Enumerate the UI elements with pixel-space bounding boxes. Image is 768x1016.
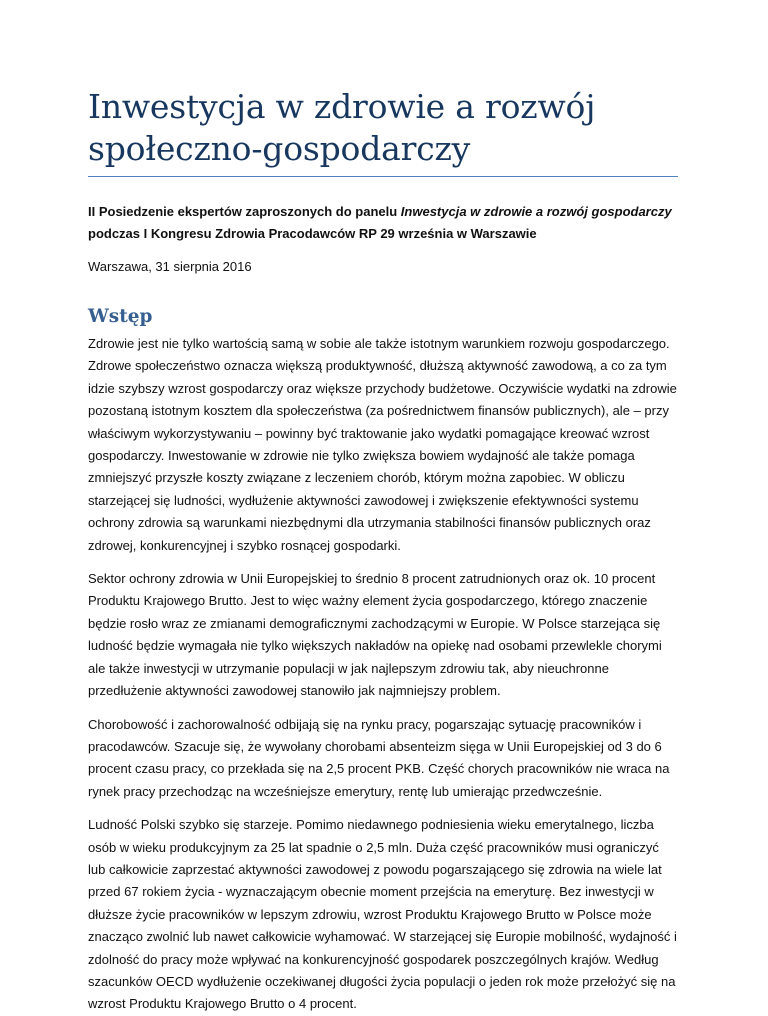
paragraph: Chorobowość i zachorowalność odbijają się na rynku pracy, pogarszając sytuację pracowników i pracodawców. Szacuje się, że wywołany chorobami absenteizm sięga w Unii Europejskiej od 3 do 6 procent czasu pracy, co przekłada się na 2,5 procent PKB. Część chorych pracowników nie wraca na rynek pracy przechodząc na wcześniejsze emerytury, rentę lub umierając przedwcześnie. [88,716,670,799]
section-heading: Wstęp [88,306,153,327]
document-subtitle [88,201,678,245]
subtitle-text-end: podczas I Kongresu Zdrowia Pracodawców RP 29 września w Warszawie [88,226,537,241]
document-page [88,86,678,1016]
panel-name: Inwestycja w zdrowie a rozwój gospodarczy [400,204,672,219]
document-title: Inwestycja w zdrowie a rozwój społeczno-gospodarczy [88,86,678,177]
paragraph: Zdrowie jest nie tylko wartością samą w sobie ale także istotnym warunkiem rozwoju gospodarczego. Zdrowe społeczeństwo oznacza większą produktywność, dłuższą aktywność zawodową, a co za tym idzie szybszy wzrost gospodarczy oraz większe przychody budżetowe. Oczywiście wydatki na zdrowie pozostaną istotnym kosztem dla społeczeństwa (za pośrednictwem finansów publicznych), ale – przy właściwym wykorzystywaniu – powinny być traktowanie jako wydatki pomagające kreować wzrost gospodarczy. Inwestowanie w zdrowie nie tylko zwiększa bowiem wydajność ale także pomaga zmniejszyć przyszłe koszty związane z leczeniem chorób, którym można zapobiec. W obliczu starzejącej się ludności, wydłużenie aktywności zawodowej i zwiększenie efektywności systemu ochrony zdrowia są warunkami niezbędnymi dla utrzymania stabilności finansów publicznych oraz zdrowej, konkurencyjnej i szybko rosnącej gospodarki. [88,336,677,553]
paragraph: Sektor ochrony zdrowia w Unii Europejskiej to średnio 8 procent zatrudnionych oraz ok. 10 procent Produktu Krajowego Brutto. Jest to więc ważny element życia gospodarczego, którego znaczenie będzie rosło wraz ze zmianami demograficznymi zachodzącymi w Europie. W Polsce starzejąca się ludność będzie wymagała nie tylko większych nakładów na opiekę nad osobami przewlekle chorymi ale także inwestycji w utrzymanie populacji w jak najlepszym zdrowiu tak, aby nieuchronne przedłużenie aktywności zawodowej stanowiło jak najmniejszy problem. [88,571,662,699]
paragraph: Ludność Polski szybko się starzeje. Pomimo niedawnego podniesienia wieku emerytalnego, liczba osób w wieku produkcyjnym za 25 lat spadnie o 2,5 mln. Duża część pracowników musi ograniczyć lub całkowicie zaprzestać aktywności zawodowej z powodu pogarszającego się zdrowia na wiele lat przed 67 rokiem życia - wyznaczającym obecnie moment przejścia na emeryturę. Bez inwestycji w dłuższe życie pracowników w lepszym zdrowiu, wzrost Produktu Krajowego Brutto w Polsce może znacząco zwolnić lub nawet całkowicie wyhamować. W starzejącej się Europie mobilność, wydajność i zdolność do pracy może wpływać na konkurencyjność gospodarek poszczególnych krajów. Według szacunków OECD wydłużenie oczekiwanej długości życia populacji o jeden rok może przełożyć się na wzrost Produktu Krajowego Brutto o 4 procent. [88,817,677,1012]
subtitle-text-start: II Posiedzenie ekspertów zaproszonych do panelu [88,204,401,219]
dateline: Warszawa, 31 sierpnia 2016 [88,259,252,274]
